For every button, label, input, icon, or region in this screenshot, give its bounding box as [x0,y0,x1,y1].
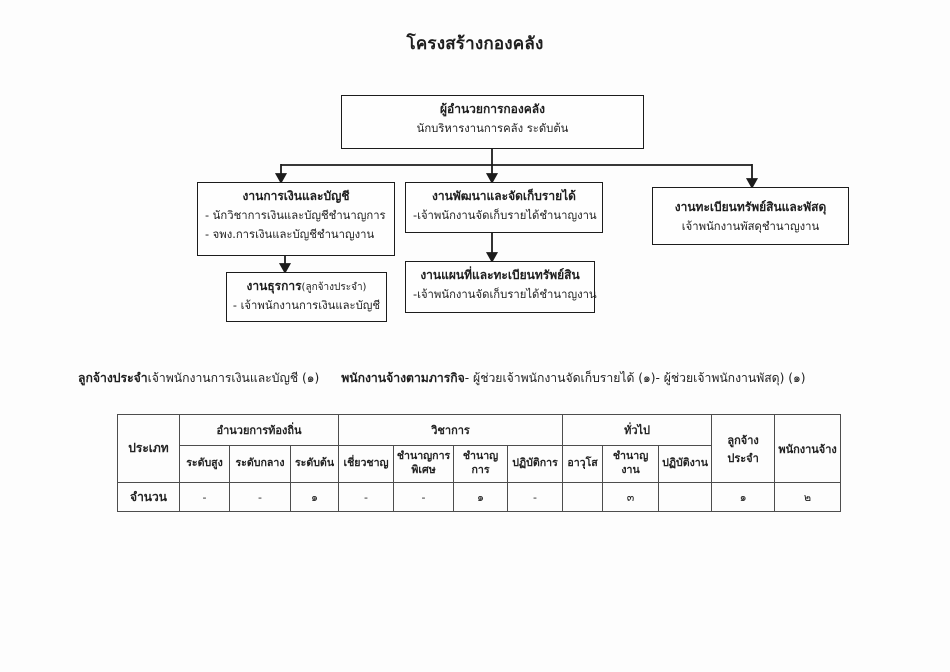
count-cell-expert: - [339,483,394,512]
page-title: โครงสร้างกองคลัง [406,34,544,54]
col-header-professional: ชำนาญการ [454,446,508,483]
org-box-admin [226,272,387,322]
count-cell-senior [563,483,603,512]
col-header-hired-employee: พนักงานจ้าง [775,415,841,483]
col-header-operational: ปฏิบัติงาน [659,446,712,483]
arrowhead-middle [488,174,497,182]
count-cell-permanent-employee: ๑ [712,483,775,512]
group-header-academic: วิชาการ [339,415,563,446]
org-box-finance-accounting [197,182,395,256]
staffing-caption [78,369,805,388]
col-header-practitioner: ปฏิบัติการ [508,446,563,483]
group-header-general: ทั่วไป [563,415,712,446]
count-cell-practitioner: - [508,483,563,512]
org-box-asset-line1: เจ้าพนักงานพัสดุชำนาญงาน [681,219,820,233]
arrowhead-left [277,174,286,182]
table-group-header-row [118,415,841,446]
org-box-admin-title-note: (ลูกจ้างประจำ) [301,282,367,293]
col-header-high-level: ระดับสูง [180,446,230,483]
col-header-permanent-employee: ลูกจ้างประจำ [712,415,775,483]
org-box-director-title: ผู้อำนวยการกองคลัง [440,102,545,116]
org-box-revenue-line1: -เจ้าพนักงานจัดเก็บรายได้ชำนาญงาน [413,208,597,222]
count-cell-experienced: ๓ [603,483,659,512]
org-box-map-line1: -เจ้าพนักงานจัดเก็บรายได้ชำนาญงาน [413,287,597,301]
count-cell-operational [659,483,712,512]
row-label-count: จำนวน [118,483,180,512]
arrowhead-admin [281,264,290,272]
org-box-director-subtitle: นักบริหารงานการคลัง ระดับต้น [416,121,569,135]
count-cell-middle-level: - [230,483,291,512]
count-cell-hired-employee: ๒ [775,483,841,512]
arrowhead-map [488,253,497,261]
org-box-asset-title: งานทะเบียนทรัพย์สินและพัสดุ [674,200,827,214]
caption-text-contract-employee: - ผู้ช่วยเจ้าพนักงานจัดเก็บรายได้ (๑)- ผู้ช่วยเจ้าพนักงานพัสดุ) (๑) [464,371,806,385]
org-box-finance-title: งานการเงินและบัญชี [242,189,350,203]
count-cell-senior-professional: - [394,483,454,512]
org-box-asset-supply [652,187,849,245]
col-header-entry-level: ระดับต้น [291,446,339,483]
arrowhead-right [748,179,757,187]
col-header-middle-level: ระดับกลาง [230,446,291,483]
col-header-senior: อาวุโส [563,446,603,483]
org-box-admin-line1: - เจ้าพนักงานการเงินและบัญชี [232,298,381,312]
count-cell-professional: ๑ [454,483,508,512]
staffing-table [117,414,841,512]
org-box-map-registry [405,261,595,313]
caption-text-permanent-employee: เจ้าพนักงานการเงินและบัญชี (๑) [147,371,320,385]
count-cell-entry-level: ๑ [291,483,339,512]
org-box-finance-line2: - จพง.การเงินและบัญชีชำนาญงาน [205,228,375,242]
caption-label-contract-employee: พนักงานจ้างตามภารกิจ [341,371,465,385]
org-box-admin-title-text: งานธุรการ [246,279,302,293]
caption-label-permanent-employee: ลูกจ้างประจำ [78,371,148,385]
org-box-admin-title [227,277,386,296]
org-box-finance-line1: - นักวิชาการเงินและบัญชีชำนาญการ [205,208,386,222]
col-header-senior-professional: ชำนาญการพิเศษ [394,446,454,483]
org-box-map-title: งานแผนที่และทะเบียนทรัพย์สิน [420,268,580,282]
table-count-row [118,483,841,512]
col-header-experienced: ชำนาญงาน [603,446,659,483]
org-box-revenue-title: งานพัฒนาและจัดเก็บรายได้ [432,189,576,203]
org-box-director [341,95,644,149]
org-box-revenue [405,182,603,233]
count-cell-high-level: - [180,483,230,512]
group-header-local-director: อำนวยการท้องถิ่น [180,415,339,446]
col-header-type: ประเภท [118,415,180,483]
col-header-expert: เชี่ยวชาญ [339,446,394,483]
